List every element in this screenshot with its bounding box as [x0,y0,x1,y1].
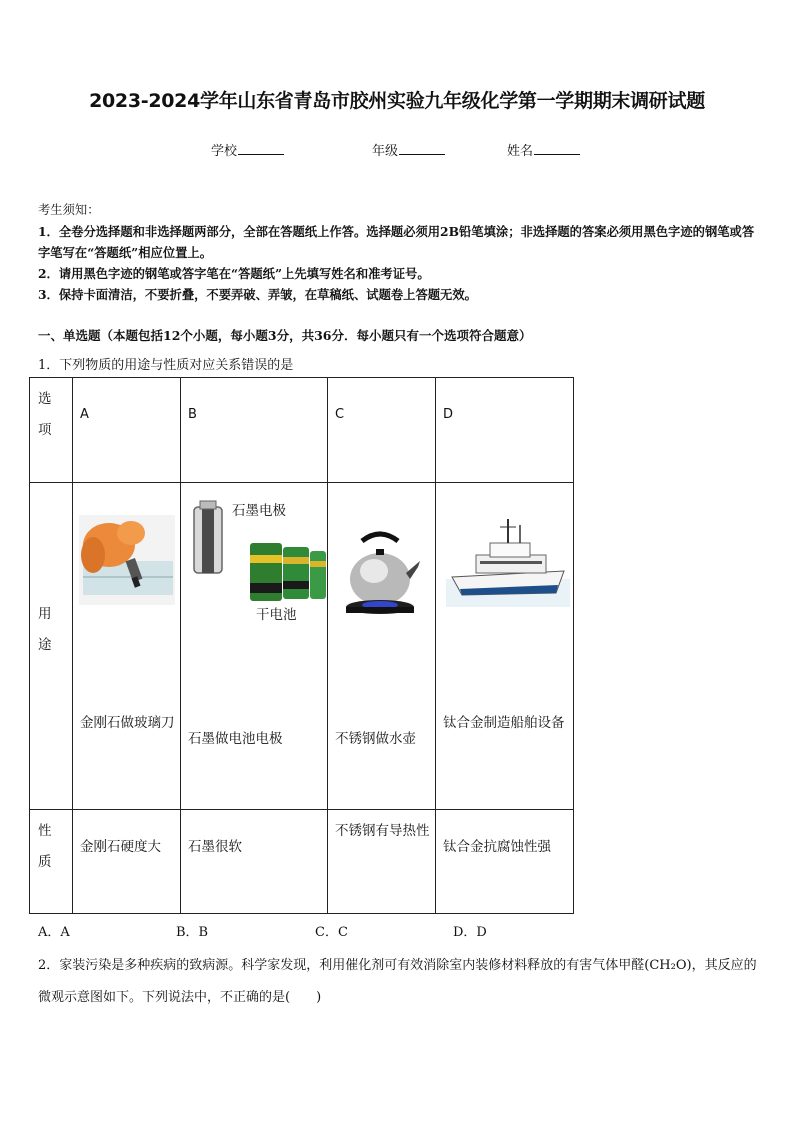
use-cell-a [73,483,181,810]
row-header-property [30,810,73,914]
option-letter: C [335,407,345,422]
name-label: 姓名 [507,144,534,159]
battery-caption-electrode: 石墨电极 [232,503,286,519]
battery-caption-cell: 干电池 [256,607,297,623]
section-heading: 一、单选题（本题包括12个小题，每小题3分，共36分．每小题只有一个选项符合题意） [38,328,532,343]
use-text: 钛合金制造船舶设备 [443,715,565,731]
student-info-row [0,140,794,160]
row-header-use-text: 用途 [38,606,52,653]
option-cell-d [436,378,574,483]
notice-heading: 考生须知： [38,203,100,217]
option-cell-c [328,378,436,483]
option-cell-a [73,378,181,483]
grade-field[interactable] [372,140,445,159]
property-text: 不锈钢有导热性 [335,823,430,839]
property-text: 金刚石硬度大 [80,839,161,855]
ship-picture [446,515,570,607]
property-cell-c [328,810,436,914]
name-field[interactable] [507,140,580,159]
page-title: 2023-2024学年山东省青岛市胶州实验九年级化学第一学期期末调研试题 [89,90,705,112]
option-a[interactable]: A．A [38,925,70,940]
school-blank[interactable] [238,142,284,155]
question-1-table [29,377,574,914]
row-header-use [30,483,73,810]
use-cell-c [328,483,436,810]
grade-label: 年级 [372,144,399,159]
question-1-stem: 1．下列物质的用途与性质对应关系错误的是 [38,358,294,373]
use-cell-b [181,483,328,810]
row-header-option [30,378,73,483]
option-d[interactable]: D．D [453,925,487,940]
notice-item: 1．全卷分选择题和非选择题两部分，全部在答题纸上作答。选择题必须用2B铅笔填涂；非选择题的答案必须用黑色字迹的钢笔或答字笔写在“答题纸”相应位置上。 [38,224,755,260]
school-field[interactable] [211,140,284,159]
property-cell-d [436,810,574,914]
school-label: 学校 [211,144,238,159]
property-cell-a [73,810,181,914]
kettle-picture [340,527,420,619]
option-letter: B [188,407,197,422]
option-letter: D [443,407,454,422]
use-text: 金刚石做玻璃刀 [80,715,175,731]
property-text: 钛合金抗腐蚀性强 [443,839,551,855]
property-cell-b [181,810,328,914]
name-blank[interactable] [534,142,580,155]
option-cell-b [181,378,328,483]
option-letter: A [80,407,89,422]
row-header-property-text: 性质 [38,823,52,870]
question-2-stem: 2．家装污染是多种疾病的致病源。科学家发现，利用催化剂可有效消除室内装修材料释放的有害气体甲醛(CH₂O)，其反应的微观示意图如下。下列说法中，不正确的是( ) [38,958,757,1005]
use-cell-d [436,483,574,810]
option-b[interactable]: B．B [176,925,209,940]
exam-notice [38,200,760,305]
notice-item: 2．请用黑色字迹的钢笔或答字笔在“答题纸”上先填写姓名和准考证号。 [38,266,430,281]
glass-cutter-picture [79,515,175,605]
use-text: 石墨做电池电极 [188,731,283,747]
use-text: 不锈钢做水壶 [335,731,416,747]
option-c[interactable]: C．C [315,925,348,940]
notice-item: 3．保持卡面清洁，不要折叠，不要弄破、弄皱，在草稿纸、试题卷上答题无效。 [38,287,477,302]
property-text: 石墨很软 [188,839,242,855]
row-header-option-text: 选项 [38,391,52,438]
grade-blank[interactable] [399,142,445,155]
